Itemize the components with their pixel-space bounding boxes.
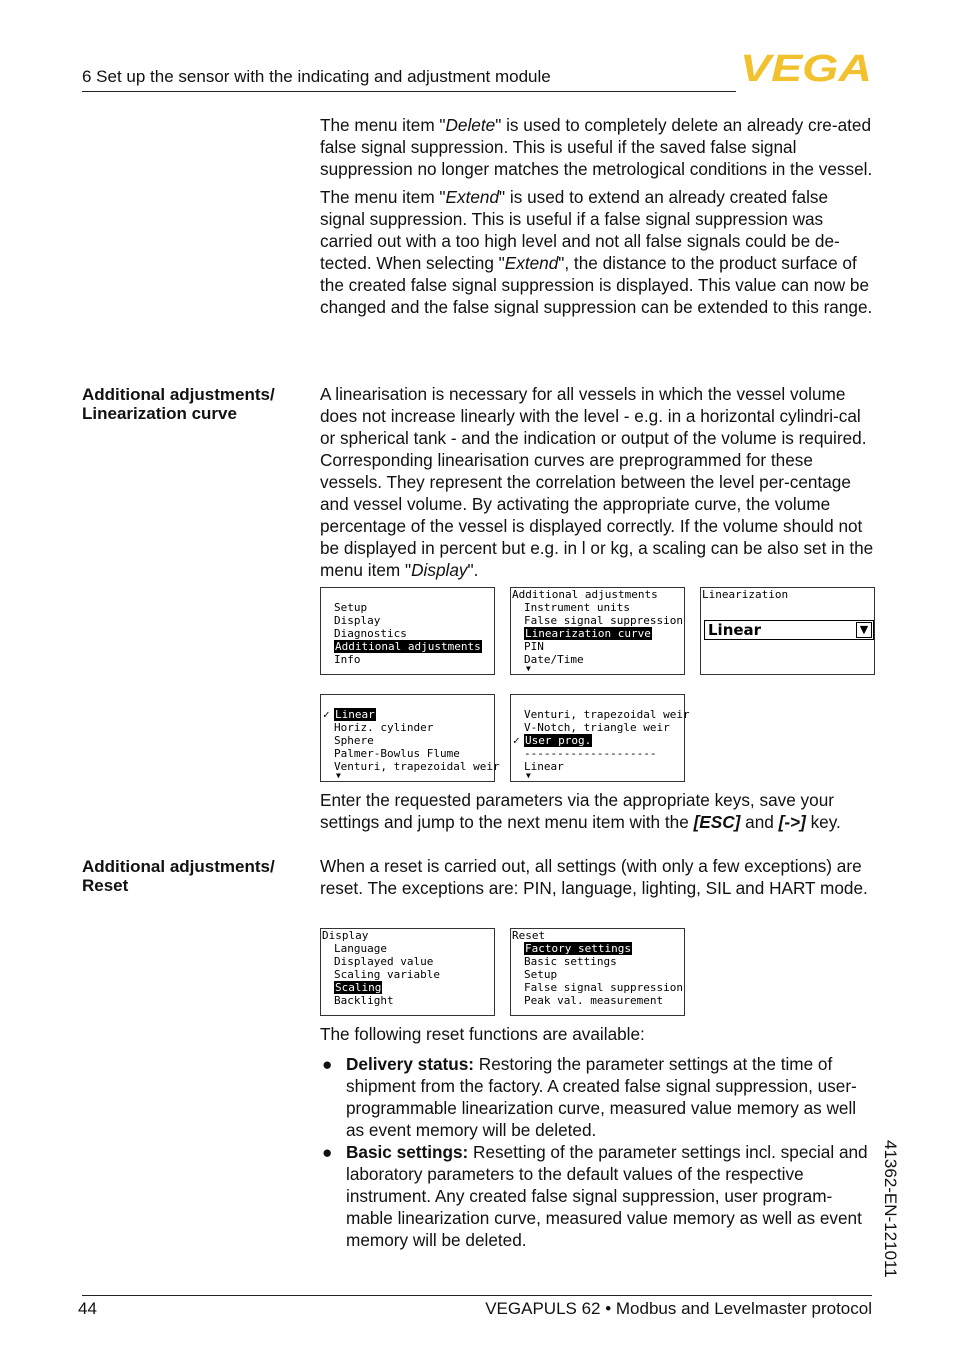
intro-paragraph-delete: The menu item "Delete" is used to completely delete an already cre-ated false signal suppression. This is useful if the saved false signal suppression no longer matches the metrological conditions in the vessel. <box>320 115 873 179</box>
section-title: 6 Set up the sensor with the indicating and adjustment module <box>82 67 551 86</box>
reset-functions-intro: The following reset functions are available: <box>320 1024 645 1044</box>
side-label-linearization: Additional adjustments/ Linearization curve <box>82 385 275 423</box>
bullet-icon: ● <box>322 1142 333 1162</box>
intro-block <box>320 114 876 318</box>
page-number: 44 <box>78 1299 97 1318</box>
check-icon: ✓ <box>323 708 330 721</box>
lcd-curve-list-end: Venturi, trapezoidal weir V-Notch, triangle weir ✓ User prog. -------------------- Linear ▼ <box>510 694 685 782</box>
scroll-down-icon: ▼ <box>336 771 341 780</box>
scroll-down-icon: ▼ <box>526 664 531 673</box>
list-item: ● Basic settings: Resetting of the parameter settings incl. special and laboratory parameters to the default values of the respective instrument. Any created false signal suppression, user program-mable linearization curve, measured value memory as well as event memory will be deleted. <box>322 1142 868 1250</box>
list-item: ● Delivery status: Restoring the parameter settings at the time of shipment from the factory. A created false signal suppression, user-programmable linearization curve, measured value memory as well as event memory will be deleted. <box>322 1054 857 1140</box>
vega-logo <box>740 50 874 84</box>
bullet-icon: ● <box>322 1054 333 1074</box>
lcd-reset-menu: Reset Factory settings Basic settings Setup False signal suppression Peak val. measurement <box>510 928 685 1016</box>
footer-document-title: VEGAPULS 62 • Modbus and Levelmaster protocol <box>485 1299 872 1318</box>
linearization-paragraph: A linearisation is necessary for all vessels in which the vessel volume does not increase linearly with the level - e.g. in a horizontal cylindri-cal or spherical tank - and the indication or output of the volume is required. Corresponding linearisation curves are preprogrammed for these vessels. They represent the correlation between the level per-centage and vessel volume. By activating the appropriate curve, the volume percentage of the vessel is displayed correctly. If the volume should not be displayed in percent but e.g. in l or kg, a scaling can be also set in the menu item "Display". <box>320 384 874 580</box>
reset-functions-block <box>320 1023 876 1251</box>
lcd-main-menu: Setup Display Diagnostics Additional adjustments Info <box>320 587 495 675</box>
reset-paragraph: When a reset is carried out, all settings (with only a few exceptions) are reset. The exceptions are: PIN, language, lighting, SIL and HART mode. <box>320 856 868 898</box>
header-rule <box>82 91 736 92</box>
dropdown-arrow-icon: ▼ <box>856 622 872 638</box>
side-label-reset: Additional adjustments/ Reset <box>82 857 275 895</box>
lcd-additional-adjustments: Additional adjustments Instrument units False signal suppression Linearization curve PIN Date/Time ▼ <box>510 587 685 675</box>
vega-logo-text: VEGA <box>740 50 872 84</box>
scroll-down-icon: ▼ <box>526 771 531 780</box>
lcd-linearization-select: Linearization Linear ▼ <box>700 587 875 675</box>
linearization-after-paragraph: Enter the requested parameters via the appropriate keys, save your settings and jump to the next menu item with the [ESC] and [->] key. <box>320 790 841 832</box>
linearization-dropdown: Linear ▼ <box>704 620 874 640</box>
document-code: 41362-EN-121011 <box>881 1140 900 1278</box>
intro-paragraph-extend: The menu item "Extend" is used to extend an already created false signal suppression. This is useful if a false signal suppression was carried out with a too high level and not all false signals could be de-tected. When selecting "Extend", the distance to the product surface of the created false signal suppression is displayed. This value can now be changed and the false signal suppression can be extended to this range. <box>320 187 873 317</box>
footer-rule <box>82 1295 872 1296</box>
lcd-curve-list: ✓ Linear Horiz. cylinder Sphere Palmer-Bowlus Flume Venturi, trapezoidal weir ▼ <box>320 694 495 782</box>
reset-functions-list <box>320 1053 876 1251</box>
check-icon: ✓ <box>513 734 520 747</box>
lcd-display-menu: Display Language Displayed value Scaling variable Scaling Backlight <box>320 928 495 1016</box>
